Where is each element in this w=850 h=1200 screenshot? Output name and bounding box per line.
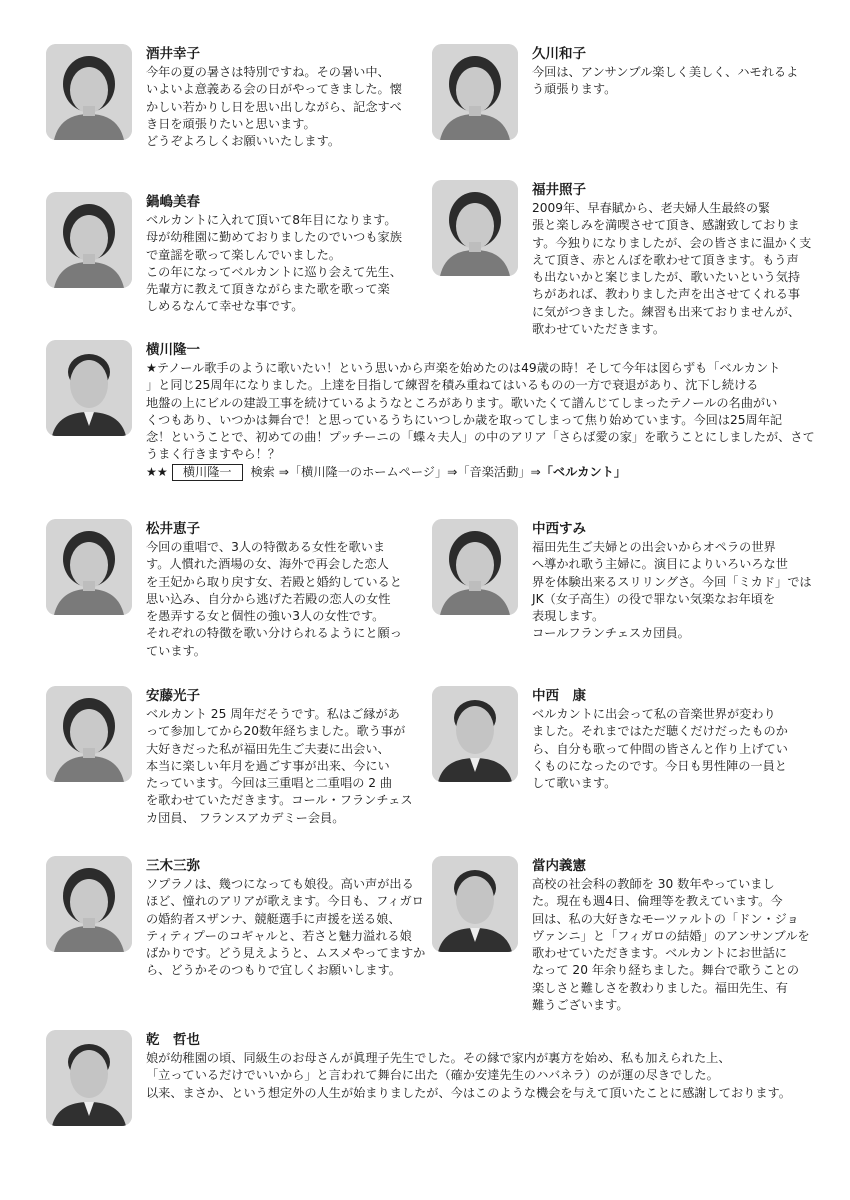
profile-text-line: 難うございます。 [532,998,629,1013]
profile-name: 三木三弥 [146,858,200,874]
profile-text-line: 」と同じ25周年になりました。上達を目指して練習を積み重ねてはいるものの一方で衰退があり、沈下し続ける [146,378,759,393]
profile-text-line: ら、自分も歌って仲間の皆さんと作り上げてい [532,741,788,756]
portrait-photo [432,519,518,615]
profile-text-line: 楽しさと難しさを教わりました。福田先生、有 [532,980,788,995]
profile-text-line: コールフランチェスカ団員。 [532,626,690,641]
profile-text-line: カ団員、 フランスアカデミー会員。 [146,810,345,825]
profile-text-line: くつもあり、いつかは舞台で！と思っているうちにいつしか歳を取ってしまって焦り始めています。今回は25周年記 [146,412,783,427]
portrait-photo [46,686,132,782]
profile-name: 酒井幸子 [146,46,200,62]
profile-text-line: ★テノール歌手のように歌いたい！という思いから声楽を始めたのは49歳の時！そして今年は図らずも「ベルカント [146,361,781,375]
portrait-photo [432,44,518,140]
profile-text-line: ティティプーのコギャルと、若さと魅力溢れる娘 [146,928,412,943]
profile-text-line: 今回は、アンサンブル楽しく美しく、ハモれるよ [532,65,799,79]
profile-text-line: た。現在も週4日、倫理等を教えています。今 [532,894,783,909]
profile-text-line: ベルカントに出会って私の音楽世界が変わり [532,707,776,721]
search-stars: ★★ [146,464,168,479]
profile-text-line: この年になってベルカントに巡り会えて先生、 [146,264,402,279]
profile-text-line: 歌わせていただきます。ベルカントにお世話に [532,946,787,961]
profile-text-line: 念！ということで、初めての曲！プッチーニの「蝶々夫人」の中のアリア「さらば愛の家」を歌うことにしましたが、さて [146,430,815,445]
profile-name: 久川和子 [532,46,586,62]
profile-text-line: へ導かれ歌う主婦に。演目によりいろいろな世 [532,557,788,572]
profile-text-line: を歌わせていただきます。コール・フランチェス [146,793,413,808]
profile-text-line: 以来、まさか、という想定外の人生が始まりましたが、今はこのような機会を与えて頂いたことに感謝しております。 [146,1085,791,1100]
profile-text-line: 娘が幼稚園の頃、同級生のお母さんが眞理子先生でした。その縁で家内が裏方を始め、私も加えられた上、 [146,1051,731,1065]
search-path: ⇒「横川隆一のホームページ」⇒「音楽活動」⇒ [278,464,541,479]
profile-text-line: 今年の夏の暑さは特別ですね。その暑い中、 [146,65,390,79]
profile-text-line: を愚弄する女と個性の強い3人の女性です。 [146,609,385,624]
profile-text-line: 本当に楽しい年月を過ごす事が出来、今にい [146,758,390,773]
profile-text-line: 地盤の上にビルの建設工事を続けているようなところがあります。歌いたくて譜んじてしまったテノールの名曲がい [146,395,778,410]
profile-text-line: って参加してから20数年経ちました。歌う事が [146,724,406,739]
profile-text-line: なって 20 年余り経ちました。舞台で歌うことの [532,963,800,978]
profile-text-line: で童謡を歌って楽しんでいました。 [146,247,341,262]
profile-text-line: 大好きだった私が福田先生ご夫妻に出会い、 [146,741,390,756]
profile-text-line: に気がつきました。練習も出来ておりませんが、 [532,304,801,319]
search-hint [146,464,815,481]
profile-text-line: う頑張ります。 [532,82,617,97]
profile-text-line: 母が幼稚園に勤めておりましたのでいつも家族 [146,230,402,245]
profile-text-line: 表現します。 [532,609,605,624]
profile-text-line: ばかりです。どう見えようと、ムスメやってますか [146,946,426,961]
profile-text-line: くものになったのです。今日も男性陣の一員と [532,758,787,773]
portrait-photo [46,340,132,436]
profile-text-line: す。今独りになりましたが、会の皆さまに温かく支 [532,235,812,250]
profile-text-line: 「立っているだけでいいから」と言われて舞台に出た（確か安達先生のハバネラ）のが運の尽きでした。 [146,1068,719,1083]
profile-text-line: して歌います。 [532,776,617,791]
search-label: 検索 [250,464,275,479]
profile-text-line: ベルカント 25 周年だそうです。私はご縁があ [146,707,400,721]
profile-text-line: ソプラノは、幾つになっても娘役。高い声が出る [146,877,414,891]
profile-text-line: 先輩方に教えて頂きながらまた歌を歌って楽 [146,282,390,297]
portrait-photo [432,180,518,276]
profile-text-line: す。人慣れた酒場の女、海外で再会した恋人 [146,557,389,572]
profile-text-line: 思い込み、自分から逃げた若殿の恋人の女性 [146,591,391,606]
profile-text-line: 2009年、早春賦から、老夫婦人生最終の緊 [532,201,771,215]
profile-name: 鍋嶋美春 [146,194,200,210]
search-keyword-box: 横川隆一 [172,464,243,481]
profile-text-line: 回は、私の大好きなモーツァルトの「ドン・ジョ [532,911,799,926]
profile-text-line: の婚約者スザンナ、競艇選手に声援を送る娘、 [146,911,401,926]
profile-name: 中西 康 [532,688,586,704]
portrait-photo [46,44,132,140]
profile-text-line: えて頂き、赤とんぼを歌わせて頂きます。もう声 [532,252,799,267]
profile-text-line: ました。それまではただ聴くだけだったものか [532,724,788,739]
profile-text-line: しめるなんて幸せな事です。 [146,299,304,314]
profile-text-line: それぞれの特徴を歌い分けられるようにと願っ [146,626,402,641]
portrait-photo [432,856,518,952]
profile-name: 福井照子 [532,182,586,198]
portrait-photo [46,192,132,288]
profile-text-line: 今回の重唱で、3人の特徴ある女性を歌いま [146,540,386,554]
profile-name: 松井恵子 [146,521,200,537]
profile-text-line: ら、どうかそのつもりで宜しくお願いします。 [146,963,401,978]
profile-text-line: 福田先生ご夫婦との出会いからオペラの世界 [532,540,776,554]
profile-text-line: たっています。今回は三重唱と二重唱の 2 曲 [146,776,393,791]
profile-text-line: どうぞよろしくお願いいたします。 [146,134,341,149]
profile-text-line: ちがあれば、教わりました声を出させてくれる事 [532,287,801,302]
profile-text-line: うまく行きますやら！？ [146,447,281,462]
profile-text-line: ヴァンニ」と「フィガロの結婚」のアンサンブルを [532,928,810,943]
profile-text-line: ています。 [146,643,206,658]
profile-text-line: き日を頑張りたいと思います。 [146,116,316,131]
profile-text-line: ほど、憧れのアリアが歌えます。今日も、フィガロ [146,894,424,909]
profile-text-line: も出ないかと案じましたが、歌いたいという気持 [532,270,801,285]
portrait-photo [46,1030,132,1126]
profile-text-line: 高校の社会科の教師を 30 数年やっていまし [532,877,775,891]
portrait-photo [432,686,518,782]
profile-text-line: いよいよ意義ある会の日がやってきました。懐 [146,82,402,97]
profile-name: 當内義憲 [532,858,586,874]
profile-text-line: 歌わせていただきます。 [532,322,666,337]
profile-name: 横川隆一 [146,342,200,358]
profile-text-line: JK（女子高生）の役で罪ない気楽なお年頃を [532,591,776,606]
portrait-photo [46,519,132,615]
profile-text-line: ベルカントに入れて頂いて8年目になります。 [146,213,397,227]
profile-text-line: 界を体験出来るスリリングさ。今回「ミカド」では [532,574,812,589]
profile-text-line: かしい若かりし日を思い出しながら、記念すべ [146,99,402,114]
profile-text-line: 張と楽しみを満喫させて頂き、感謝致しておりま [532,218,800,233]
portrait-photo [46,856,132,952]
search-path-last: 「ベルカント」 [540,464,627,479]
profile-text-line: を王妃から取り戻す女、若殿と婚約していると [146,574,402,589]
profile-name: 安藤光子 [146,688,200,704]
profile-name: 中西すみ [532,521,586,537]
profile-name: 乾 哲也 [146,1032,200,1048]
